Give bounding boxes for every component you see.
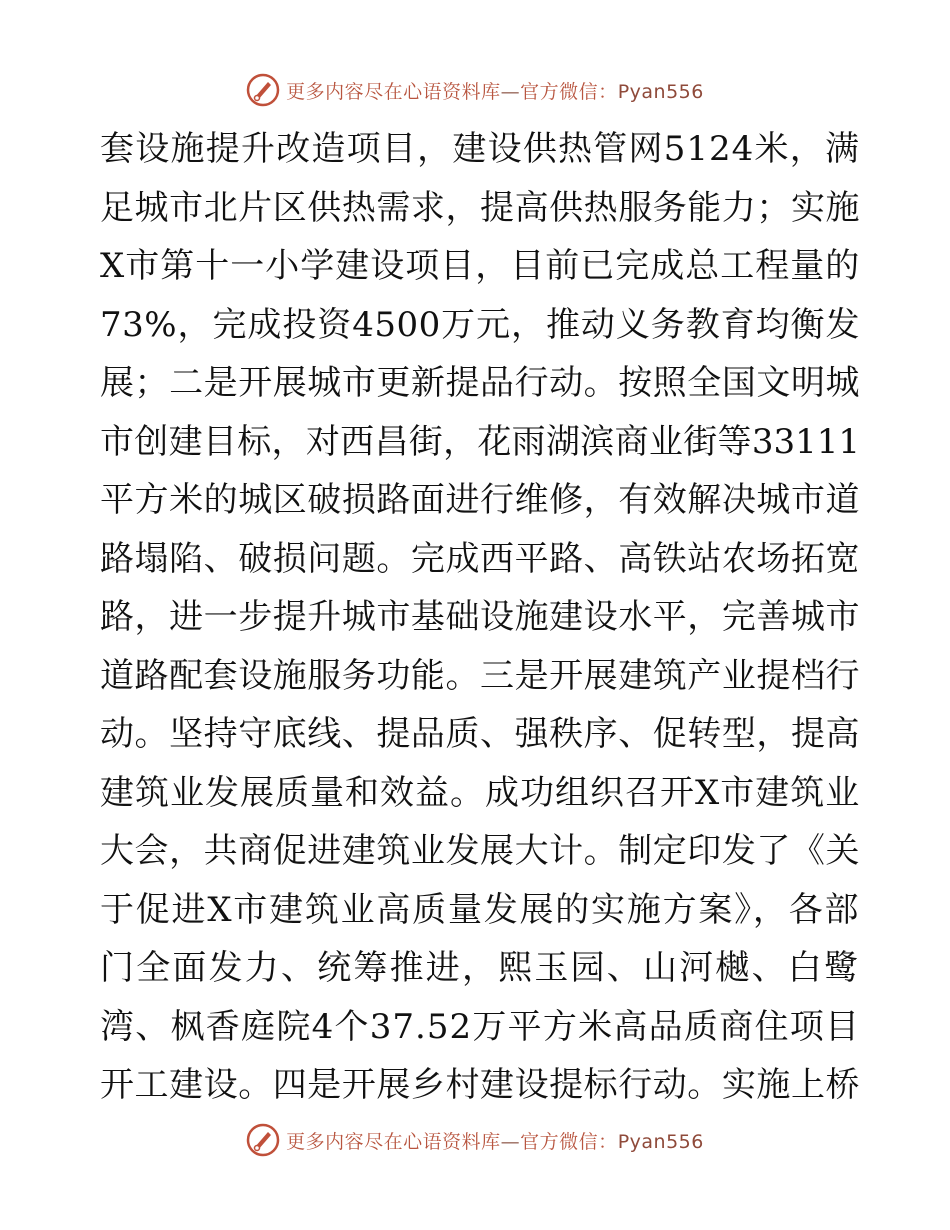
watermark-contact-label: 官方微信： <box>520 1130 618 1153</box>
header-watermark-text <box>286 77 704 104</box>
body-text-line: 73%，完成投资4500万元，推动义务教育均衡发 <box>100 304 860 345</box>
body-text-line: 市创建目标，对西昌街，花雨湖滨商业街等33111 <box>100 421 860 462</box>
body-text-line: 湾、枫香庭院4个37.52万平方米高品质商住项目 <box>100 1006 860 1047</box>
body-text-line: 开工建设。四是开展乡村建设提标行动。实施上桥 <box>100 1065 860 1105</box>
body-text-line: 平方米的城区破损路面进行维修，有效解决城市道 <box>100 480 860 520</box>
pen-nib-logo-icon <box>246 1123 280 1157</box>
body-text-line: 足城市北片区供热需求，提高供热服务能力；实施 <box>100 187 860 228</box>
watermark-title: 更多内容尽在心语资料库 <box>286 1130 501 1153</box>
watermark-contact-label: 官方微信： <box>520 80 618 103</box>
body-text-line: 建筑业发展质量和效益。成功组织召开X市建筑业 <box>100 772 860 813</box>
body-text-line: 于促进X市建筑业高质量发展的实施方案》，各部 <box>100 889 860 930</box>
body-text-line: 动。坚持守底线、提品质、强秩序、促转型，提高 <box>100 714 860 754</box>
body-text-line: 门全面发力、统筹推进，熙玉园、山河樾、白鹭 <box>100 948 860 988</box>
body-text-line: 道路配套设施服务功能。三是开展建筑产业提档行 <box>100 655 860 696</box>
footer-watermark-text <box>286 1127 704 1154</box>
body-text-line: X市第十一小学建设项目，目前已完成总工程量的 <box>100 246 860 286</box>
watermark-separator: — <box>500 1130 521 1153</box>
body-text-line: 大会，共商促进建筑业发展大计。制定印发了《关 <box>100 831 860 871</box>
body-text-line: 路塌陷、破损问题。完成西平路、高铁站农场拓宽 <box>100 538 860 579</box>
watermark-contact-id: Pyan556 <box>617 80 704 103</box>
body-text-line: 套设施提升改造项目，建设供热管网5124米，满 <box>100 129 860 169</box>
watermark-title: 更多内容尽在心语资料库 <box>286 80 501 103</box>
header-watermark-banner <box>0 70 950 110</box>
watermark-contact-id: Pyan556 <box>617 1130 704 1153</box>
body-text-line: 路，进一步提升城市基础设施建设水平，完善城市 <box>100 597 860 637</box>
pen-nib-logo-icon <box>246 73 280 107</box>
watermark-separator: — <box>500 80 521 103</box>
body-text-line: 展；二是开展城市更新提品行动。按照全国文明城 <box>100 363 860 403</box>
document-body <box>100 120 860 1115</box>
footer-watermark-banner <box>0 1120 950 1160</box>
